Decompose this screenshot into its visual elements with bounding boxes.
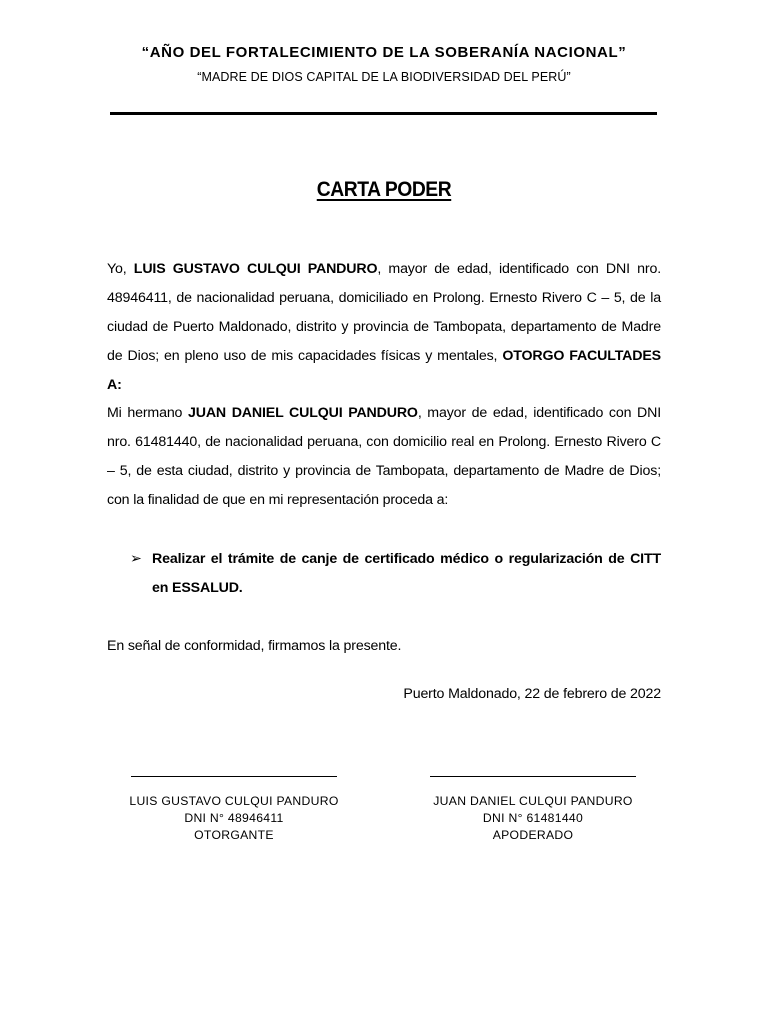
paragraph-text: Yo, <box>107 261 134 277</box>
paragraph-text: , mayor de edad, identificado con DNI nro. 48946411, de nacionalidad peruana, domiciliado en Prolong. Ernesto Rivero C – 5, de la ciudad de Puerto Maldonado, distrito y provincia de Tambopata, departamento de Madre de Dios; en pleno uso de mis capacidades físicas y mentales, <box>107 261 661 364</box>
signature-line <box>430 776 636 777</box>
grant-statement: OTORGO FACULTADES A: <box>107 348 661 393</box>
signature-name: JUAN DANIEL CULQUI PANDURO <box>433 794 633 808</box>
signature-dni: DNI N° 61481440 <box>482 811 584 825</box>
document-title: CARTA PODER <box>316 178 452 201</box>
signature-dni: DNI N° 48946411 <box>184 811 284 825</box>
signature-role: APODERADO <box>492 828 574 842</box>
signature-line <box>131 776 337 777</box>
signature-block-grantor <box>114 776 354 844</box>
arrow-bullet-icon: ➢ <box>130 551 142 567</box>
grantor-name: LUIS GUSTAVO CULQUI PANDURO <box>133 261 378 277</box>
paragraph-attorney <box>107 399 661 515</box>
attorney-name: JUAN DANIEL CULQUI PANDURO <box>187 405 418 421</box>
signature-role: OTORGANTE <box>194 828 274 842</box>
place-and-date: Puerto Maldonado, 22 de febrero de 2022 <box>403 686 661 702</box>
signature-name: LUIS GUSTAVO CULQUI PANDURO <box>129 794 339 808</box>
header-divider <box>110 112 657 115</box>
signature-block-attorney <box>413 776 653 844</box>
paragraph-grantor <box>107 255 661 400</box>
paragraph-text: Mi hermano <box>107 405 188 421</box>
header-title: “AÑO DEL FORTALECIMIENTO DE LA SOBERANÍA NACIONAL” <box>141 44 627 61</box>
bullet-text: Realizar el trámite de canje de certificado médico o regularización de CITT en ESSALUD. <box>152 551 661 596</box>
header-subtitle: “MADRE DE DIOS CAPITAL DE LA BIODIVERSIDAD DEL PERÚ” <box>197 70 571 84</box>
paragraph-text: , mayor de edad, identificado con DNI nro. 61481440, de nacionalidad peruana, con domicilio real en Prolong. Ernesto Rivero C – 5, de esta ciudad, distrito y provincia de Tambopata, departamento de Madre de Dios; con la finalidad de que en mi representación proceda a: <box>107 405 661 508</box>
closing-statement: En señal de conformidad, firmamos la presente. <box>107 638 402 654</box>
